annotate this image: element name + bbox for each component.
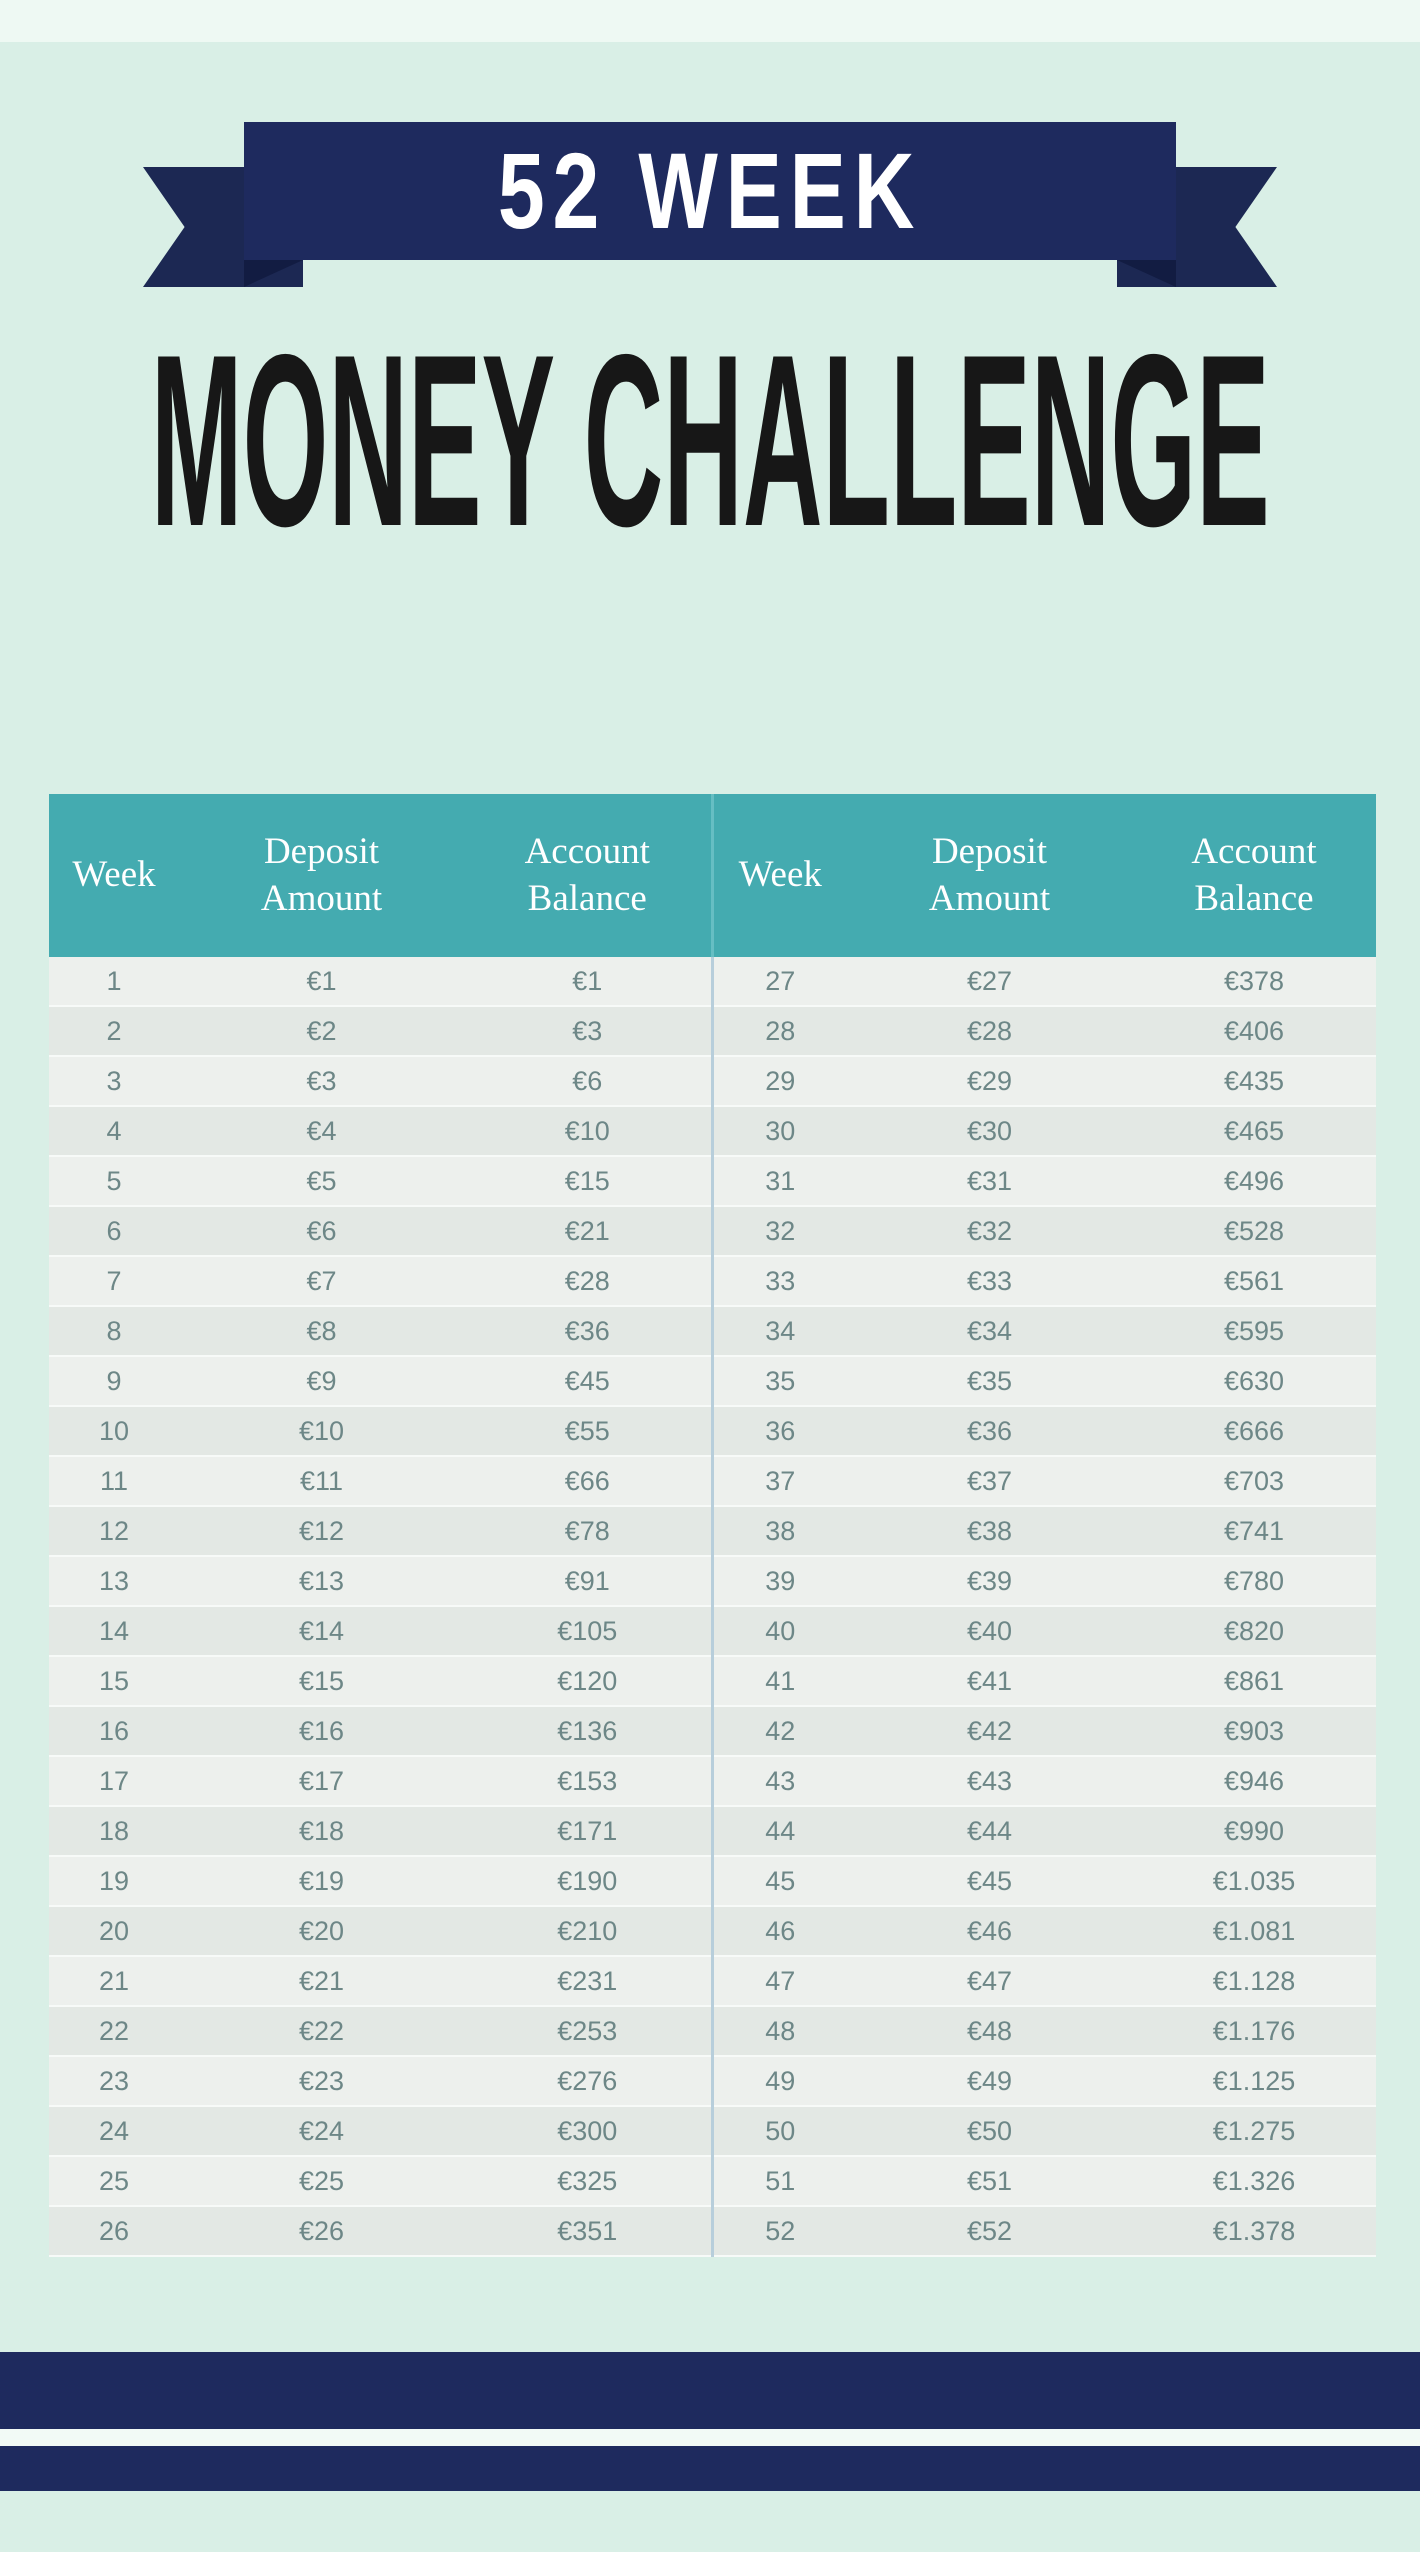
week-cell: 7 xyxy=(49,1256,179,1306)
bottom-band-thick xyxy=(0,2352,1420,2429)
deposit-amount-cell: €4 xyxy=(179,1106,464,1156)
deposit-amount-cell: €49 xyxy=(847,2056,1132,2106)
account-balance-cell: €66 xyxy=(464,1456,712,1506)
account-balance-cell: €741 xyxy=(1132,1506,1376,1556)
table-row xyxy=(49,2206,1376,2256)
week-cell: 6 xyxy=(49,1206,179,1256)
week-cell: 8 xyxy=(49,1306,179,1356)
account-balance-cell: €120 xyxy=(464,1656,712,1706)
table-row xyxy=(49,1156,1376,1206)
account-balance-cell: €45 xyxy=(464,1356,712,1406)
account-balance-cell: €666 xyxy=(1132,1406,1376,1456)
deposit-amount-cell: €10 xyxy=(179,1406,464,1456)
deposit-amount-cell: €33 xyxy=(847,1256,1132,1306)
deposit-amount-cell: €1 xyxy=(179,957,464,1006)
table-row xyxy=(49,1606,1376,1656)
week-cell: 38 xyxy=(712,1506,847,1556)
week-cell: 32 xyxy=(712,1206,847,1256)
header-deposit-amount-left: Deposit Amount xyxy=(179,794,464,957)
deposit-amount-cell: €12 xyxy=(179,1506,464,1556)
week-cell: 27 xyxy=(712,957,847,1006)
week-cell: 48 xyxy=(712,2006,847,2056)
week-cell: 50 xyxy=(712,2106,847,2156)
account-balance-cell: €1.081 xyxy=(1132,1906,1376,1956)
week-cell: 3 xyxy=(49,1056,179,1106)
deposit-amount-cell: €35 xyxy=(847,1356,1132,1406)
week-cell: 1 xyxy=(49,957,179,1006)
account-balance-cell: €105 xyxy=(464,1606,712,1656)
bottom-band-thin xyxy=(0,2446,1420,2491)
account-balance-cell: €406 xyxy=(1132,1006,1376,1056)
deposit-amount-cell: €43 xyxy=(847,1756,1132,1806)
week-cell: 35 xyxy=(712,1356,847,1406)
week-cell: 14 xyxy=(49,1606,179,1656)
week-cell: 24 xyxy=(49,2106,179,2156)
account-balance-cell: €10 xyxy=(464,1106,712,1156)
week-cell: 42 xyxy=(712,1706,847,1756)
account-balance-cell: €78 xyxy=(464,1506,712,1556)
account-balance-cell: €153 xyxy=(464,1756,712,1806)
deposit-amount-cell: €26 xyxy=(179,2206,464,2256)
table-row xyxy=(49,1306,1376,1356)
deposit-amount-cell: €37 xyxy=(847,1456,1132,1506)
deposit-amount-cell: €9 xyxy=(179,1356,464,1406)
week-cell: 21 xyxy=(49,1956,179,2006)
account-balance-cell: €351 xyxy=(464,2206,712,2256)
week-cell: 31 xyxy=(712,1156,847,1206)
table-row xyxy=(49,1506,1376,1556)
deposit-amount-cell: €22 xyxy=(179,2006,464,2056)
account-balance-cell: €28 xyxy=(464,1256,712,1306)
deposit-amount-cell: €25 xyxy=(179,2156,464,2206)
deposit-amount-cell: €44 xyxy=(847,1806,1132,1856)
account-balance-cell: €1.035 xyxy=(1132,1856,1376,1906)
table-row xyxy=(49,2056,1376,2106)
deposit-amount-cell: €51 xyxy=(847,2156,1132,2206)
account-balance-cell: €1.125 xyxy=(1132,2056,1376,2106)
deposit-amount-cell: €34 xyxy=(847,1306,1132,1356)
account-balance-cell: €3 xyxy=(464,1006,712,1056)
deposit-amount-cell: €29 xyxy=(847,1056,1132,1106)
account-balance-cell: €946 xyxy=(1132,1756,1376,1806)
week-cell: 34 xyxy=(712,1306,847,1356)
account-balance-cell: €528 xyxy=(1132,1206,1376,1256)
week-cell: 52 xyxy=(712,2206,847,2256)
account-balance-cell: €595 xyxy=(1132,1306,1376,1356)
account-balance-cell: €55 xyxy=(464,1406,712,1456)
table-row xyxy=(49,1456,1376,1506)
week-cell: 16 xyxy=(49,1706,179,1756)
table-body xyxy=(49,957,1376,2256)
account-balance-cell: €15 xyxy=(464,1156,712,1206)
table-row xyxy=(49,1256,1376,1306)
deposit-amount-cell: €13 xyxy=(179,1556,464,1606)
week-cell: 2 xyxy=(49,1006,179,1056)
deposit-amount-cell: €23 xyxy=(179,2056,464,2106)
top-strip xyxy=(0,0,1420,42)
deposit-amount-cell: €19 xyxy=(179,1856,464,1906)
deposit-amount-cell: €46 xyxy=(847,1906,1132,1956)
week-cell: 15 xyxy=(49,1656,179,1706)
deposit-amount-cell: €40 xyxy=(847,1606,1132,1656)
account-balance-cell: €190 xyxy=(464,1856,712,1906)
deposit-amount-cell: €27 xyxy=(847,957,1132,1006)
table-row xyxy=(49,1356,1376,1406)
deposit-amount-cell: €48 xyxy=(847,2006,1132,2056)
bottom-band-gap xyxy=(0,2429,1420,2446)
table-row xyxy=(49,1406,1376,1456)
week-cell: 29 xyxy=(712,1056,847,1106)
week-cell: 20 xyxy=(49,1906,179,1956)
deposit-amount-cell: €38 xyxy=(847,1506,1132,1556)
page-title-text: MONEY CHALLENGE xyxy=(150,303,1270,577)
table-row xyxy=(49,1006,1376,1056)
deposit-amount-cell: €39 xyxy=(847,1556,1132,1606)
account-balance-cell: €36 xyxy=(464,1306,712,1356)
week-cell: 5 xyxy=(49,1156,179,1206)
table-row xyxy=(49,1806,1376,1856)
account-balance-cell: €903 xyxy=(1132,1706,1376,1756)
table-row xyxy=(49,2106,1376,2156)
week-cell: 33 xyxy=(712,1256,847,1306)
header-deposit-amount-right: Deposit Amount xyxy=(847,794,1132,957)
table-row xyxy=(49,1856,1376,1906)
deposit-amount-cell: €15 xyxy=(179,1656,464,1706)
week-cell: 47 xyxy=(712,1956,847,2006)
page-title xyxy=(0,303,1420,577)
table-row xyxy=(49,1206,1376,1256)
table-row xyxy=(49,957,1376,1006)
deposit-amount-cell: €47 xyxy=(847,1956,1132,2006)
week-cell: 19 xyxy=(49,1856,179,1906)
account-balance-cell: €21 xyxy=(464,1206,712,1256)
table-row xyxy=(49,1556,1376,1606)
week-cell: 49 xyxy=(712,2056,847,2106)
table-row xyxy=(49,1906,1376,1956)
account-balance-cell: €1.378 xyxy=(1132,2206,1376,2256)
table-header xyxy=(49,794,1376,957)
account-balance-cell: €703 xyxy=(1132,1456,1376,1506)
deposit-amount-cell: €31 xyxy=(847,1156,1132,1206)
table-header-row xyxy=(49,794,1376,957)
header-week-left: Week xyxy=(49,794,179,957)
account-balance-cell: €561 xyxy=(1132,1256,1376,1306)
deposit-amount-cell: €11 xyxy=(179,1456,464,1506)
table-row xyxy=(49,1056,1376,1106)
header-account-balance-right: Account Balance xyxy=(1132,794,1376,957)
table-row xyxy=(49,1706,1376,1756)
deposit-amount-cell: €52 xyxy=(847,2206,1132,2256)
deposit-amount-cell: €42 xyxy=(847,1706,1132,1756)
week-cell: 41 xyxy=(712,1656,847,1706)
account-balance-cell: €1 xyxy=(464,957,712,1006)
week-cell: 11 xyxy=(49,1456,179,1506)
account-balance-cell: €1.275 xyxy=(1132,2106,1376,2156)
week-cell: 28 xyxy=(712,1006,847,1056)
week-cell: 23 xyxy=(49,2056,179,2106)
deposit-amount-cell: €6 xyxy=(179,1206,464,1256)
week-cell: 18 xyxy=(49,1806,179,1856)
account-balance-cell: €6 xyxy=(464,1056,712,1106)
deposit-amount-cell: €50 xyxy=(847,2106,1132,2156)
table-row xyxy=(49,2156,1376,2206)
deposit-amount-cell: €5 xyxy=(179,1156,464,1206)
account-balance-cell: €1.176 xyxy=(1132,2006,1376,2056)
ribbon-fold-right xyxy=(1117,260,1176,287)
deposit-amount-cell: €8 xyxy=(179,1306,464,1356)
header-account-balance-left: Account Balance xyxy=(464,794,712,957)
account-balance-cell: €435 xyxy=(1132,1056,1376,1106)
deposit-amount-cell: €24 xyxy=(179,2106,464,2156)
table-row xyxy=(49,1656,1376,1706)
table-row xyxy=(49,1106,1376,1156)
deposit-amount-cell: €14 xyxy=(179,1606,464,1656)
account-balance-cell: €210 xyxy=(464,1906,712,1956)
account-balance-cell: €300 xyxy=(464,2106,712,2156)
account-balance-cell: €325 xyxy=(464,2156,712,2206)
week-cell: 51 xyxy=(712,2156,847,2206)
account-balance-cell: €378 xyxy=(1132,957,1376,1006)
banner-title: 52 WEEK xyxy=(497,130,923,251)
account-balance-cell: €136 xyxy=(464,1706,712,1756)
deposit-amount-cell: €21 xyxy=(179,1956,464,2006)
deposit-amount-cell: €16 xyxy=(179,1706,464,1756)
account-balance-cell: €91 xyxy=(464,1556,712,1606)
deposit-amount-cell: €41 xyxy=(847,1656,1132,1706)
account-balance-cell: €465 xyxy=(1132,1106,1376,1156)
week-cell: 13 xyxy=(49,1556,179,1606)
week-cell: 9 xyxy=(49,1356,179,1406)
ribbon-fold-left xyxy=(244,260,303,287)
account-balance-cell: €231 xyxy=(464,1956,712,2006)
ribbon-banner xyxy=(244,122,1176,260)
account-balance-cell: €990 xyxy=(1132,1806,1376,1856)
week-cell: 26 xyxy=(49,2206,179,2256)
week-cell: 4 xyxy=(49,1106,179,1156)
deposit-amount-cell: €32 xyxy=(847,1206,1132,1256)
account-balance-cell: €276 xyxy=(464,2056,712,2106)
account-balance-cell: €1.128 xyxy=(1132,1956,1376,2006)
deposit-amount-cell: €20 xyxy=(179,1906,464,1956)
week-cell: 46 xyxy=(712,1906,847,1956)
deposit-amount-cell: €7 xyxy=(179,1256,464,1306)
deposit-amount-cell: €3 xyxy=(179,1056,464,1106)
week-cell: 12 xyxy=(49,1506,179,1556)
table-row xyxy=(49,1956,1376,2006)
deposit-amount-cell: €28 xyxy=(847,1006,1132,1056)
deposit-amount-cell: €17 xyxy=(179,1756,464,1806)
table-row xyxy=(49,1756,1376,1806)
header-week-right: Week xyxy=(712,794,847,957)
deposit-amount-cell: €30 xyxy=(847,1106,1132,1156)
account-balance-cell: €171 xyxy=(464,1806,712,1856)
account-balance-cell: €253 xyxy=(464,2006,712,2056)
week-cell: 30 xyxy=(712,1106,847,1156)
account-balance-cell: €1.326 xyxy=(1132,2156,1376,2206)
table-row xyxy=(49,2006,1376,2056)
week-cell: 45 xyxy=(712,1856,847,1906)
week-cell: 10 xyxy=(49,1406,179,1456)
week-cell: 25 xyxy=(49,2156,179,2206)
week-cell: 44 xyxy=(712,1806,847,1856)
week-cell: 40 xyxy=(712,1606,847,1656)
account-balance-cell: €861 xyxy=(1132,1656,1376,1706)
account-balance-cell: €820 xyxy=(1132,1606,1376,1656)
week-cell: 36 xyxy=(712,1406,847,1456)
week-cell: 37 xyxy=(712,1456,847,1506)
week-cell: 43 xyxy=(712,1756,847,1806)
week-cell: 17 xyxy=(49,1756,179,1806)
deposit-amount-cell: €2 xyxy=(179,1006,464,1056)
account-balance-cell: €780 xyxy=(1132,1556,1376,1606)
week-cell: 22 xyxy=(49,2006,179,2056)
savings-table xyxy=(49,794,1376,2257)
account-balance-cell: €496 xyxy=(1132,1156,1376,1206)
week-cell: 39 xyxy=(712,1556,847,1606)
deposit-amount-cell: €18 xyxy=(179,1806,464,1856)
account-balance-cell: €630 xyxy=(1132,1356,1376,1406)
deposit-amount-cell: €45 xyxy=(847,1856,1132,1906)
deposit-amount-cell: €36 xyxy=(847,1406,1132,1456)
